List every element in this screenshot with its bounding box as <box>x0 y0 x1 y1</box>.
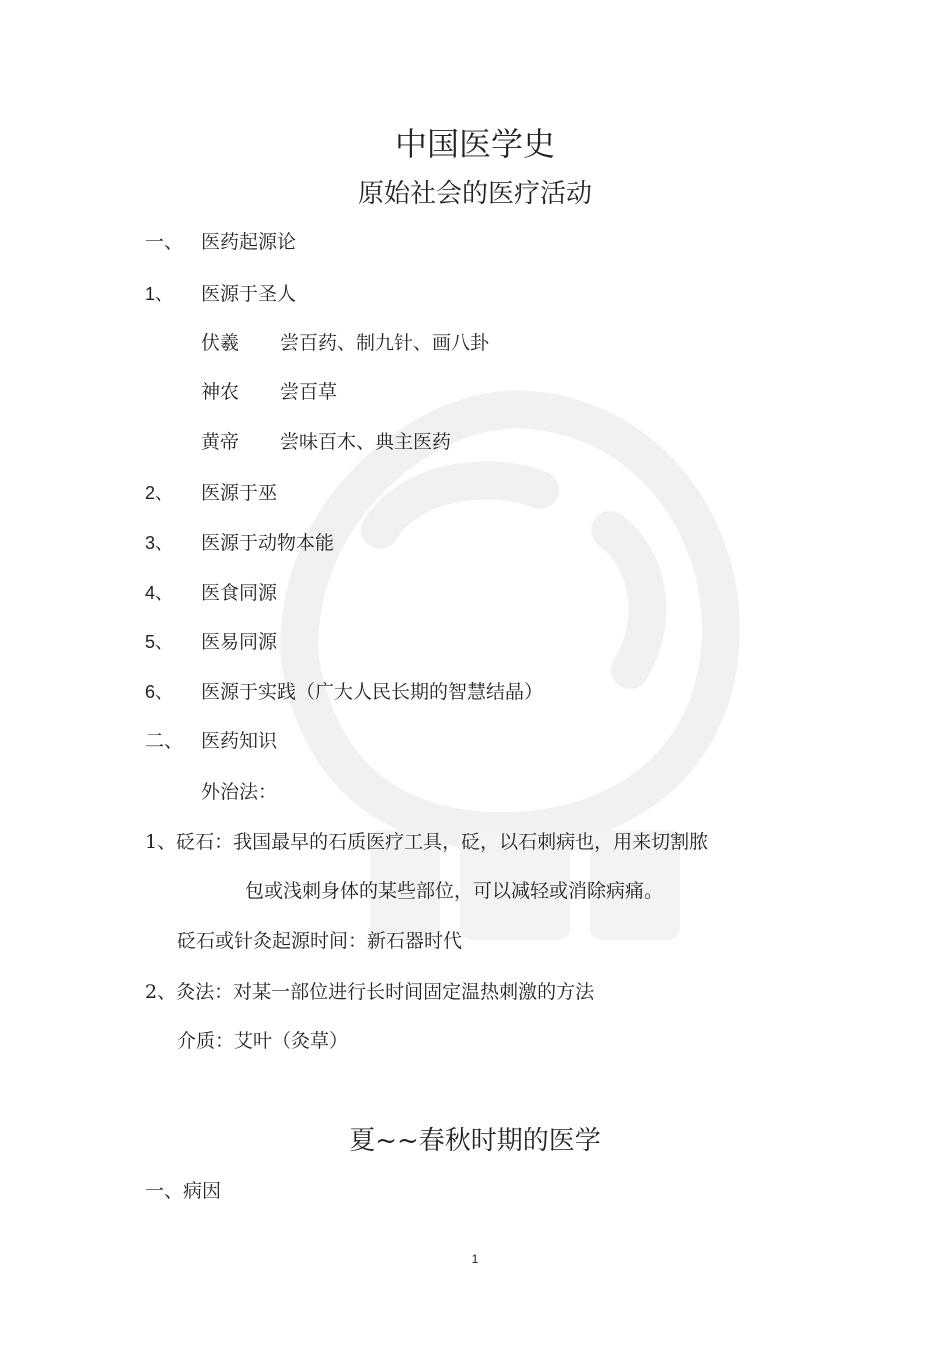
part2-text: 医药知识 <box>201 730 278 752</box>
sage-deed: 尝百草 <box>280 381 338 403</box>
origin-2-text: 医源于巫 <box>201 482 278 504</box>
section-heading-primitive-society: 原始社会的医疗活动 <box>357 179 592 209</box>
bianshi-note: 砭石或针灸起源时间：新石器时代 <box>177 930 463 952</box>
origin-1-text: 医源于圣人 <box>201 283 297 305</box>
origin-5-text: 医易同源 <box>201 631 278 653</box>
part2-number: 二、 <box>145 730 184 752</box>
sage-name: 黄帝 <box>201 431 240 453</box>
origin-2-number: 2、 <box>145 483 174 503</box>
origin-4-number: 4、 <box>145 583 174 603</box>
moxibustion-note: 介质：艾叶（灸草） <box>177 1030 349 1052</box>
origin-3-number: 3、 <box>145 533 174 553</box>
section-heading-xia-chunqiu: 夏~~春秋时期的医学 <box>349 1126 601 1156</box>
part1-text: 医药起源论 <box>201 231 297 253</box>
origin-4-text: 医食同源 <box>201 582 278 604</box>
page-number: 1 <box>471 1252 479 1266</box>
origin-6-text: 医源于实践（广大人民长期的智慧结晶） <box>201 681 544 703</box>
sage-name: 伏羲 <box>201 332 240 354</box>
external-therapy-label: 外治法： <box>201 781 278 803</box>
origin-5-number: 5、 <box>145 632 174 652</box>
moxibustion-line1: 2、灸法：对某一部位进行长时间固定温热刺激的方法 <box>145 981 595 1003</box>
sage-name: 神农 <box>201 381 240 403</box>
sage-deed: 尝味百木、典主医药 <box>280 431 452 453</box>
bianshi-line2: 包或浅刺身体的某些部位，可以减轻或消除病痛。 <box>245 880 664 902</box>
section2-item: 一、病因 <box>145 1180 222 1202</box>
bianshi-line1: 1、砭石：我国最早的石质医疗工具，砭，以石刺病也，用来切割脓 <box>145 831 709 853</box>
origin-6-number: 6、 <box>145 682 174 702</box>
origin-1-number: 1、 <box>145 284 174 304</box>
document-title: 中国医学史 <box>394 125 555 163</box>
sage-deed: 尝百药、制九针、画八卦 <box>280 332 490 354</box>
part1-number: 一、 <box>145 231 184 253</box>
origin-3-text: 医源于动物本能 <box>201 532 335 554</box>
